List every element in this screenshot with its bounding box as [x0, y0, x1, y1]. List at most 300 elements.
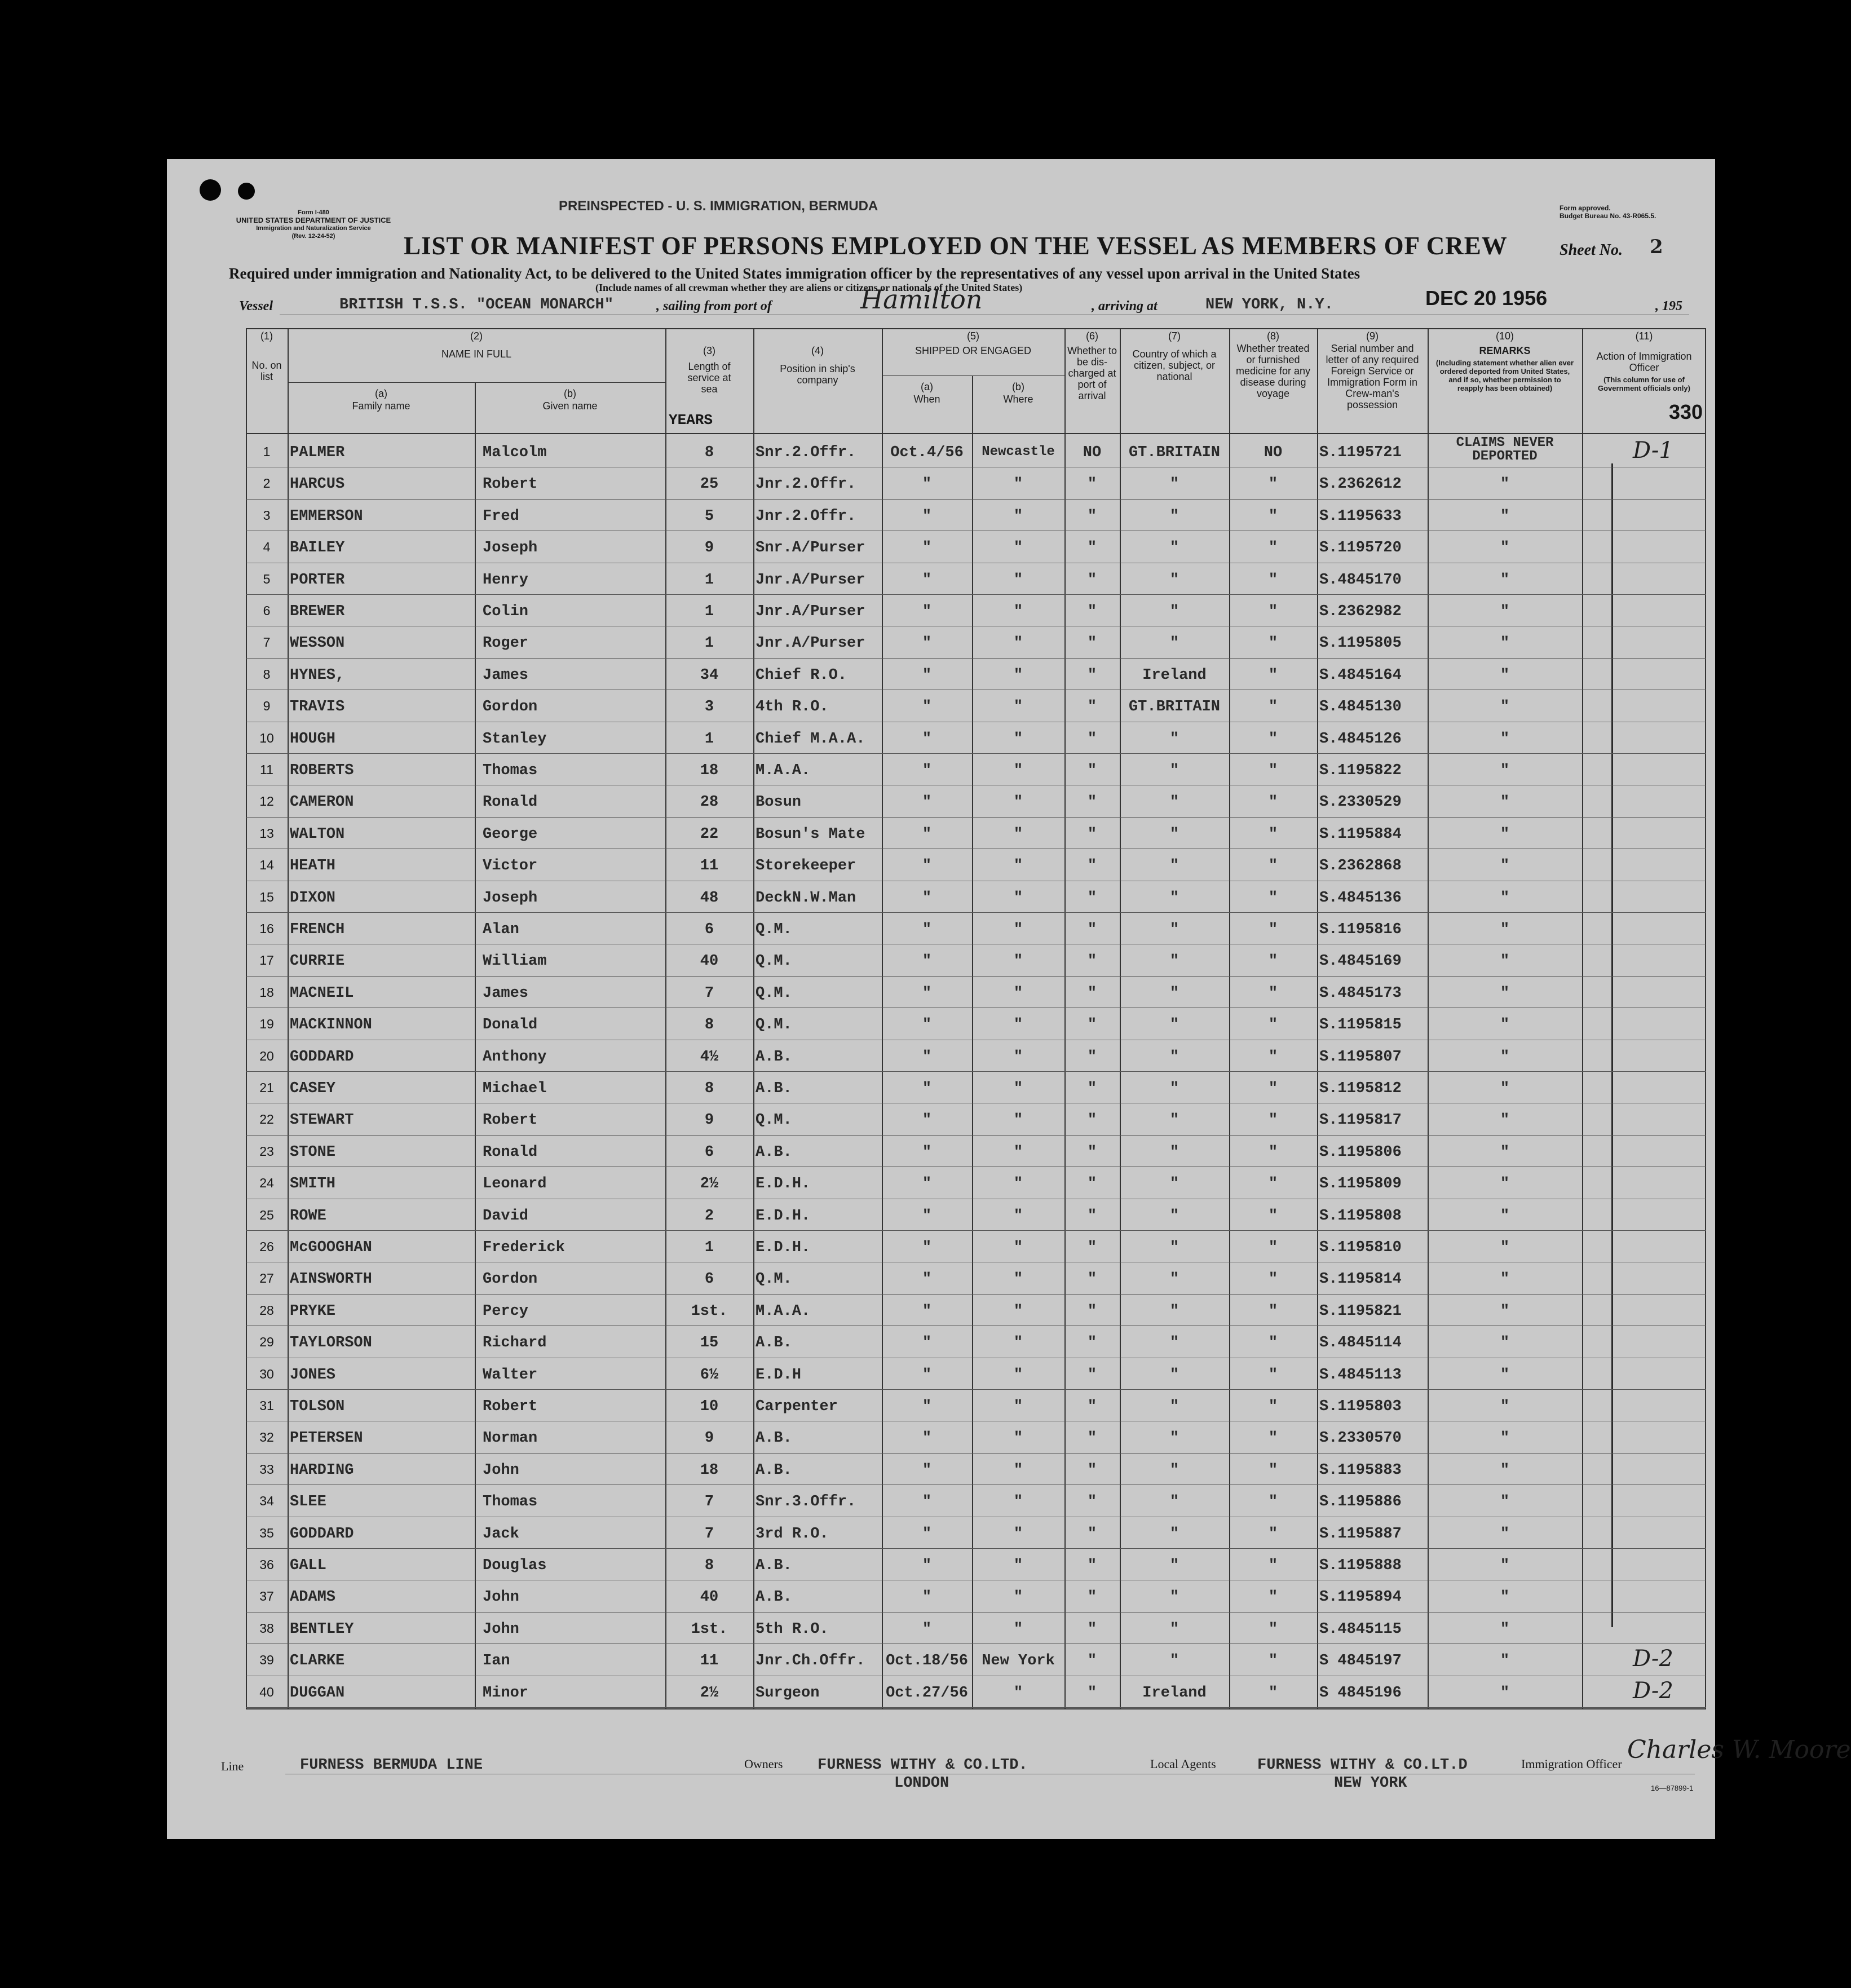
col4-header: Position in ship's company: [780, 363, 855, 386]
budget-bureau: Budget Bureau No. 43-R065.5.: [1560, 212, 1656, 220]
country: ": [1169, 1143, 1179, 1161]
given-name: Malcolm: [483, 444, 547, 461]
row-number: 33: [259, 1461, 274, 1477]
discharged: ": [1087, 507, 1097, 525]
shipped-where: ": [1013, 1684, 1023, 1702]
shipped-when: ": [922, 1430, 932, 1447]
preinspected-stamp: PREINSPECTED - U. S. IMMIGRATION, BERMUDA: [559, 198, 878, 214]
row-number: 26: [259, 1239, 274, 1254]
officer-action: D-1: [1633, 438, 1673, 463]
country: ": [1169, 1239, 1179, 1256]
position: A.B.: [756, 1335, 792, 1352]
row-rule: [246, 594, 1706, 595]
serial-number: S.1195812: [1319, 1080, 1402, 1097]
remarks: ": [1500, 762, 1510, 779]
position: E.D.H.: [756, 1207, 811, 1225]
col1-number: (1): [260, 330, 273, 342]
family-name: PALMER: [290, 444, 345, 461]
row-rule: [246, 1389, 1706, 1390]
shipped-when: ": [922, 1239, 932, 1256]
shipped-when: ": [922, 984, 932, 1002]
years-at-sea: 6½: [700, 1366, 719, 1384]
shipped-where: ": [1013, 1589, 1023, 1606]
owners-city: LONDON: [894, 1775, 949, 1792]
country: ": [1169, 858, 1179, 875]
family-name: WESSON: [290, 635, 345, 652]
discharged: ": [1087, 1620, 1097, 1638]
row-number: 35: [259, 1525, 274, 1540]
row-number: 13: [259, 825, 274, 841]
shipped-when: ": [922, 1080, 932, 1097]
years-at-sea: 9: [704, 540, 714, 557]
officer-action: D-2: [1633, 1677, 1673, 1704]
treated: ": [1268, 1461, 1278, 1479]
shipped-when: ": [922, 507, 932, 525]
row-number: 25: [259, 1207, 274, 1222]
shipped-when: ": [922, 858, 932, 875]
row-number: 24: [259, 1176, 274, 1191]
years-at-sea: 1: [704, 603, 714, 620]
family-name: HYNES,: [290, 666, 345, 684]
family-name: AINSWORTH: [290, 1271, 372, 1288]
years-label: YEARS: [669, 412, 713, 428]
years-at-sea: 7: [704, 1494, 714, 1511]
shipped-where: ": [1013, 794, 1023, 811]
sheet-number: 2: [1650, 236, 1663, 258]
shipped-where: ": [1013, 1239, 1023, 1256]
family-name: ROWE: [290, 1207, 326, 1225]
shipped-when: ": [922, 1302, 932, 1320]
discharged: ": [1087, 1302, 1097, 1320]
agents-label: Local Agents: [1150, 1757, 1216, 1771]
row-number: 18: [259, 984, 274, 1000]
col6-number: (6): [1086, 330, 1098, 342]
serial-number: S.1195633: [1319, 507, 1402, 525]
remarks: ": [1500, 507, 1510, 525]
col8-header: Whether treated or furnished medicine for any disease during voyage: [1235, 343, 1311, 399]
family-name: SMITH: [290, 1176, 336, 1193]
discharged: ": [1087, 1176, 1097, 1193]
years-at-sea: 18: [700, 762, 719, 779]
family-name: MACKINNON: [290, 1017, 372, 1034]
subtitle: Required under immigration and Nationality Act, to be delivered to the United States immigration officer by the representatives of any vessel upon arrival in the United States: [229, 265, 1360, 282]
country: ": [1169, 507, 1179, 525]
given-name: Frederick: [483, 1239, 565, 1256]
row-number: 28: [259, 1302, 274, 1318]
shipped-when: ": [922, 540, 932, 557]
serial-number: S.2330570: [1319, 1430, 1402, 1447]
serial-number: S.1195822: [1319, 762, 1402, 779]
country: ": [1169, 1589, 1179, 1606]
discharged: ": [1087, 666, 1097, 684]
remarks: ": [1500, 540, 1510, 557]
position: A.B.: [756, 1143, 792, 1161]
row-number: 23: [259, 1143, 274, 1159]
years-at-sea: 11: [700, 1653, 719, 1670]
row-number: 38: [259, 1620, 274, 1636]
given-name: Stanley: [483, 730, 547, 748]
port-of-departure: Hamilton: [860, 284, 983, 315]
country: ": [1169, 1207, 1179, 1225]
shipped-where: ": [1013, 953, 1023, 970]
treated: ": [1268, 1302, 1278, 1320]
shipped-when: ": [922, 1398, 932, 1415]
discharged: ": [1087, 1684, 1097, 1702]
shipped-where: ": [1013, 635, 1023, 652]
given-name: Thomas: [483, 1494, 538, 1511]
shipped-when: ": [922, 730, 932, 748]
years-at-sea: 4½: [700, 1048, 719, 1066]
remarks: ": [1500, 921, 1510, 938]
remarks: ": [1500, 953, 1510, 970]
shipped-where: ": [1013, 666, 1023, 684]
service-name: Immigration and Naturalization Service: [256, 225, 371, 232]
row-number: 12: [259, 794, 274, 809]
serial-number: S.1195805: [1319, 635, 1402, 652]
remarks: ": [1500, 825, 1510, 843]
col-rule-11: [1582, 328, 1583, 1709]
years-at-sea: 8: [704, 1017, 714, 1034]
shipped-where: ": [1013, 540, 1023, 557]
remarks: ": [1500, 1461, 1510, 1479]
shipped-when: ": [922, 1461, 932, 1479]
shipped-where: ": [1013, 1335, 1023, 1352]
family-name: STONE: [290, 1143, 336, 1161]
years-at-sea: 40: [700, 953, 719, 970]
row-rule: [246, 753, 1706, 754]
shipped-where: ": [1013, 1494, 1023, 1511]
country: ": [1169, 1302, 1179, 1320]
country: ": [1169, 476, 1179, 493]
remarks: ": [1500, 1494, 1510, 1511]
years-at-sea: 8: [704, 444, 714, 461]
years-at-sea: 25: [700, 476, 719, 493]
col2a-header: Family name: [352, 400, 410, 412]
remarks: ": [1500, 1684, 1510, 1702]
discharged: ": [1087, 603, 1097, 620]
country: ": [1169, 984, 1179, 1002]
family-name: DIXON: [290, 889, 336, 907]
discharged: ": [1087, 1239, 1097, 1256]
treated: ": [1268, 1430, 1278, 1447]
shipped-when: ": [922, 635, 932, 652]
shipped-where: ": [1013, 507, 1023, 525]
discharged: ": [1087, 699, 1097, 716]
family-name: DUGGAN: [290, 1684, 345, 1702]
col2a-number: (a): [375, 388, 387, 399]
header-bottom-rule: [246, 433, 1706, 434]
country: ": [1169, 603, 1179, 620]
given-name: Donald: [483, 1017, 538, 1034]
serial-number: S.1195807: [1319, 1048, 1402, 1066]
treated: ": [1268, 858, 1278, 875]
discharged: ": [1087, 762, 1097, 779]
col5a-number: (a): [921, 381, 933, 392]
country: ": [1169, 1080, 1179, 1097]
treated: ": [1268, 635, 1278, 652]
remarks: ": [1500, 699, 1510, 716]
treated: ": [1268, 699, 1278, 716]
row-number: 5: [263, 571, 271, 586]
discharged: ": [1087, 1589, 1097, 1606]
shipped-where: ": [1013, 1620, 1023, 1638]
serial-number: S.1195883: [1319, 1461, 1402, 1479]
given-name: Michael: [483, 1080, 547, 1097]
years-at-sea: 10: [700, 1398, 719, 1415]
years-at-sea: 1st.: [691, 1620, 728, 1638]
position: Snr.2.Offr.: [756, 444, 856, 461]
serial-number: S.1195808: [1319, 1207, 1402, 1225]
shipped-when: ": [922, 476, 932, 493]
country: ": [1169, 1620, 1179, 1638]
remarks: ": [1500, 1271, 1510, 1288]
serial-number: S.1195721: [1319, 444, 1402, 461]
col11-number: (11): [1635, 330, 1653, 342]
row-number: 9: [263, 699, 271, 714]
serial-number: S.4845115: [1319, 1620, 1402, 1638]
country: ": [1169, 540, 1179, 557]
discharged: ": [1087, 540, 1097, 557]
shipped-where: ": [1013, 858, 1023, 875]
shipped-where: ": [1013, 1302, 1023, 1320]
family-name: ROBERTS: [290, 762, 354, 779]
col7-header: Country of which a citizen, subject, or national: [1132, 348, 1217, 382]
remarks: ": [1500, 666, 1510, 684]
row-number: 40: [259, 1684, 274, 1699]
given-name: Richard: [483, 1335, 547, 1352]
form-approved: Form approved.: [1560, 204, 1611, 212]
given-name: James: [483, 984, 529, 1002]
treated: ": [1268, 825, 1278, 843]
col6-header: Whether to be dis-charged at port of arrival: [1067, 345, 1117, 401]
years-at-sea: 5: [704, 507, 714, 525]
years-at-sea: 1: [704, 730, 714, 748]
row-number: 15: [259, 889, 274, 904]
shipped-where: ": [1013, 603, 1023, 620]
position: A.B.: [756, 1589, 792, 1606]
position: M.A.A.: [756, 1302, 811, 1320]
row-rule: [246, 658, 1706, 659]
discharged: ": [1087, 1207, 1097, 1225]
treated: ": [1268, 1525, 1278, 1543]
line-name: FURNESS BERMUDA LINE: [300, 1757, 483, 1774]
years-at-sea: 1: [704, 635, 714, 652]
position: Surgeon: [756, 1684, 820, 1702]
years-at-sea: 1: [704, 1239, 714, 1256]
punch-hole-right: [238, 183, 255, 200]
shipped-when: Oct.4/56: [890, 444, 964, 461]
country: ": [1169, 1557, 1179, 1574]
discharged: ": [1087, 1080, 1097, 1097]
family-name: STEWART: [290, 1112, 354, 1129]
years-at-sea: 6: [704, 1143, 714, 1161]
shipped-when: ": [922, 1143, 932, 1161]
row-rule: [246, 1612, 1706, 1613]
treated: ": [1268, 571, 1278, 589]
serial-number: S 4845196: [1319, 1684, 1402, 1702]
shipped-where: ": [1013, 1112, 1023, 1129]
years-at-sea: 9: [704, 1112, 714, 1129]
family-name: HEATH: [290, 858, 336, 875]
approval-block: [1560, 204, 1656, 220]
discharged: ": [1087, 1653, 1097, 1670]
family-name: EMMERSON: [290, 507, 363, 525]
owners-name: FURNESS WITHY & CO.LTD.: [818, 1757, 1028, 1774]
serial-number: S.1195888: [1319, 1557, 1402, 1574]
shipped-when: ": [922, 889, 932, 907]
serial-number: S.1195815: [1319, 1017, 1402, 1034]
discharged: ": [1087, 1048, 1097, 1066]
treated: ": [1268, 1017, 1278, 1034]
treated: ": [1268, 1398, 1278, 1415]
shipped-when: ": [922, 1271, 932, 1288]
discharged: ": [1087, 1557, 1097, 1574]
position: Carpenter: [756, 1398, 838, 1415]
treated: ": [1268, 1494, 1278, 1511]
row-number: 1: [263, 444, 271, 459]
treated: ": [1268, 921, 1278, 938]
treated: ": [1268, 730, 1278, 748]
years-at-sea: 1: [704, 571, 714, 589]
arriving-port: NEW YORK, N.Y.: [1205, 297, 1333, 313]
given-name: Robert: [483, 1112, 538, 1129]
remarks: ": [1500, 984, 1510, 1002]
row-number: 21: [259, 1080, 274, 1095]
position: Chief R.O.: [756, 666, 847, 684]
form-id-block: [229, 209, 398, 240]
col11-header: Action of Immigration Officer: [1596, 351, 1692, 373]
country: ": [1169, 1048, 1179, 1066]
given-name: Robert: [483, 1398, 538, 1415]
row-rule: [246, 1294, 1706, 1295]
family-name: GALL: [290, 1557, 326, 1574]
given-name: Gordon: [483, 1271, 538, 1288]
col5-number: (5): [967, 330, 979, 342]
family-name: HOUGH: [290, 730, 336, 748]
shipped-where: ": [1013, 762, 1023, 779]
country: ": [1169, 1017, 1179, 1034]
sheet-label: Sheet No.: [1560, 241, 1623, 259]
years-at-sea: 15: [700, 1335, 719, 1352]
treated: ": [1268, 1080, 1278, 1097]
country: ": [1169, 730, 1179, 748]
position: 4th R.O.: [756, 699, 829, 716]
years-at-sea: 22: [700, 825, 719, 843]
discharged: ": [1087, 1430, 1097, 1447]
position: Snr.A/Purser: [756, 540, 865, 557]
form-revision: (Rev. 12-24-52): [291, 233, 335, 240]
row-number: 31: [259, 1398, 274, 1413]
family-name: MACNEIL: [290, 984, 354, 1002]
row-number: 8: [263, 666, 271, 682]
agents-city: NEW YORK: [1334, 1775, 1407, 1792]
country: Ireland: [1142, 1684, 1207, 1702]
position: Q.M.: [756, 921, 792, 938]
years-at-sea: 40: [700, 1589, 719, 1606]
treated: ": [1268, 1557, 1278, 1574]
serial-number: S.4845130: [1319, 699, 1402, 716]
treated: ": [1268, 1239, 1278, 1256]
family-name: BENTLEY: [290, 1620, 354, 1638]
name-subhead-rule: [288, 382, 665, 383]
remarks: ": [1500, 1557, 1510, 1574]
treated: ": [1268, 1335, 1278, 1352]
country: GT.BRITAIN: [1128, 699, 1221, 716]
shipped-when: Oct.27/56: [886, 1684, 968, 1702]
years-at-sea: 3: [704, 699, 714, 716]
discharged: ": [1087, 1461, 1097, 1479]
shipped-when: ": [922, 794, 932, 811]
treated: ": [1268, 762, 1278, 779]
position: Q.M.: [756, 1271, 792, 1288]
country: ": [1169, 762, 1179, 779]
treated: ": [1268, 1143, 1278, 1161]
shipped-where: Newcastle: [982, 444, 1055, 460]
row-number: 14: [259, 858, 274, 873]
row-rule: [246, 499, 1706, 500]
given-name: David: [483, 1207, 529, 1225]
given-name: Victor: [483, 858, 538, 875]
shipped-where: ": [1013, 1430, 1023, 1447]
position: Q.M.: [756, 1112, 792, 1129]
shipped-subhead-rule: [882, 375, 1064, 376]
country: ": [1169, 953, 1179, 970]
col9-number: (9): [1366, 330, 1379, 342]
remarks: CLAIMS NEVER DEPORTED: [1456, 435, 1554, 464]
remarks: ": [1500, 1398, 1510, 1415]
country: ": [1169, 1461, 1179, 1479]
serial-number: S.1195821: [1319, 1302, 1402, 1320]
shipped-where: ": [1013, 1366, 1023, 1384]
remarks: ": [1500, 1525, 1510, 1543]
family-name: McGOOGHAN: [290, 1239, 372, 1256]
years-at-sea: 28: [700, 794, 719, 811]
position: DeckN.W.Man: [756, 889, 856, 907]
remarks: ": [1500, 794, 1510, 811]
position: 3rd R.O.: [756, 1525, 829, 1543]
remarks: ": [1500, 1239, 1510, 1256]
page-title: LIST OR MANIFEST OF PERSONS EMPLOYED ON THE VESSEL AS MEMBERS OF CREW: [404, 232, 1508, 260]
sailing-label: , sailing from port of: [656, 299, 772, 313]
row-number: 11: [260, 762, 273, 777]
col7-number: (7): [1168, 330, 1181, 342]
position: Q.M.: [756, 953, 792, 970]
shipped-where: ": [1013, 921, 1023, 938]
officer-label: Immigration Officer: [1521, 1757, 1622, 1771]
arrival-date: DEC 20 1956: [1425, 286, 1548, 310]
given-name: Joseph: [483, 889, 538, 907]
serial-number: S.4845114: [1319, 1335, 1402, 1352]
shipped-when: ": [922, 1176, 932, 1193]
serial-number: S.4845170: [1319, 571, 1402, 589]
treated: ": [1268, 1207, 1278, 1225]
treated: ": [1268, 603, 1278, 620]
family-name: PRYKE: [290, 1302, 336, 1320]
family-name: HARCUS: [290, 476, 345, 493]
row-number: 29: [259, 1335, 274, 1350]
family-name: FRENCH: [290, 921, 345, 938]
given-name: Ronald: [483, 794, 538, 811]
col1-header: No. on list: [251, 360, 282, 382]
serial-number: S.4845126: [1319, 730, 1402, 748]
col2-header: NAME IN FULL: [441, 348, 512, 360]
country: ": [1169, 1335, 1179, 1352]
row-number: 10: [259, 730, 274, 745]
discharged: ": [1087, 1271, 1097, 1288]
remarks: ": [1500, 858, 1510, 875]
shipped-where: ": [1013, 476, 1023, 493]
row-rule: [246, 1453, 1706, 1454]
